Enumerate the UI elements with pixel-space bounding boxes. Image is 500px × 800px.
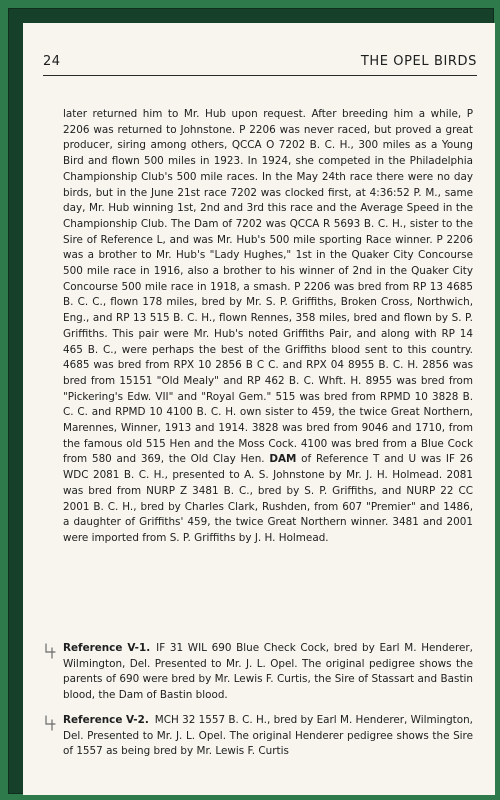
- reference-text: MCH 32 1557 B. C. H., bred by Earl M. Henderer, Wilmington, Del. Presented to Mr. J. L. Opel. The original Henderer pedigree shows the Sire of 1557 as being bred by Mr. Lewis F. Curtis: [63, 714, 473, 758]
- check-mark-icon: [43, 643, 57, 659]
- reference-v2: [63, 713, 473, 760]
- running-title: THE OPEL BIRDS: [360, 54, 477, 69]
- dam-label: DAM: [269, 453, 297, 466]
- reference-text: IF 31 WIL 690 Blue Check Cock, bred by Earl M. Henderer, Wilmington, Del. Presented to Mr. J. L. Opel. The original pedigree shows the parents of 690 were bred by Mr. Lewis F. Curtis, the Sire of Stassart and Bastin blood, the Dam of Bastin blood.: [63, 642, 473, 702]
- check-mark-icon: [43, 715, 57, 731]
- reference-v1: [63, 641, 473, 704]
- reference-label: Reference V-1.: [63, 642, 151, 654]
- reference-label: Reference V-2.: [63, 714, 149, 726]
- document-page: [23, 23, 495, 795]
- page-header: [43, 49, 477, 76]
- body-text-part-1: later returned him to Mr. Hub upon request. After breeding him a while, P 2206 was returned to Johnstone. P 2206 was never raced, but proved a great producer, siring among others, QCCA O 7202 B. C. H., 300 miles as a Young Bird and flown 500 miles in 1923. In 1924, she competed in the Philadelphia Championship Club's 500 mile races. In the May 24th race there were no day birds, but in the June 21st race 7202 was clocked first, at 4:36:52 P. M., same day, Mr. Hub winning 1st, 2nd and 3rd this race and the Average Speed in the Championship Club. The Dam of 7202 was QCCA R 5693 B. C. H., sister to the Sire of Reference L, and was Mr. Hub's 500 mile sporting Race winner. P 2206 was a brother to Mr. Hub's "Lady Hughes," 1st in the Quaker City Concourse 500 mile race in 1916, also a brother to his winner of 2nd in the Quaker City Concourse 500 mile race in 1918, a smash. P 2206 was bred from RP 13 4685 B. C. C., flown 178 miles, bred by Mr. S. P. Griffiths, Broken Cross, Northwich, Eng., and RP 13 515 B. C. H., flown Rennes, 358 miles, bred and flown by S. P. Griffiths. This pair were Mr. Hub's noted Griffiths Pair, and along with RP 14 465 B. C., were perhaps the best of the Griffiths blood sent to this country. 4685 was bred from RPX 10 2856 B C C. and RPX 04 8955 B. C. H. 2856 was bred from 15151 "Old Mealy" and RP 462 B. C. Whft. H. 8955 was bred from "Pickering's Edw. VII" and "Royal Gem." 515 was bred from RPMD 10 3828 B. C. C. and RPMD 10 4100 B. C. H. own sister to 459, the twice Great Northern, Marennes, Winner, 1913 and 1914. 3828 was bred from 9046 and 1710, from the famous old 515 Hen and the Moss Cock. 4100 was bred from a Blue Cock from 580 and 369, the Old Clay Hen.: [63, 108, 473, 466]
- page-number: 24: [43, 54, 61, 69]
- page-frame: [8, 8, 494, 794]
- body-text-part-2: of Reference T and U was IF 26 WDC 2081 B. C. H., presented to A. S. Johnstone by Mr. J. H. Holmead. 2081 was bred from NURP Z 3481 B. C., bred by S. P. Griffiths, and NURP 22 CC 2001 B. C. H., bred by Charles Clark, Rushden, from 607 "Premier" and 1486, a daughter of Griffiths' 459, the twice Great Northern winner. 3481 and 2001 were imported from S. P. Griffiths by J. H. Holmead.: [63, 453, 473, 544]
- body-paragraph: [63, 107, 473, 547]
